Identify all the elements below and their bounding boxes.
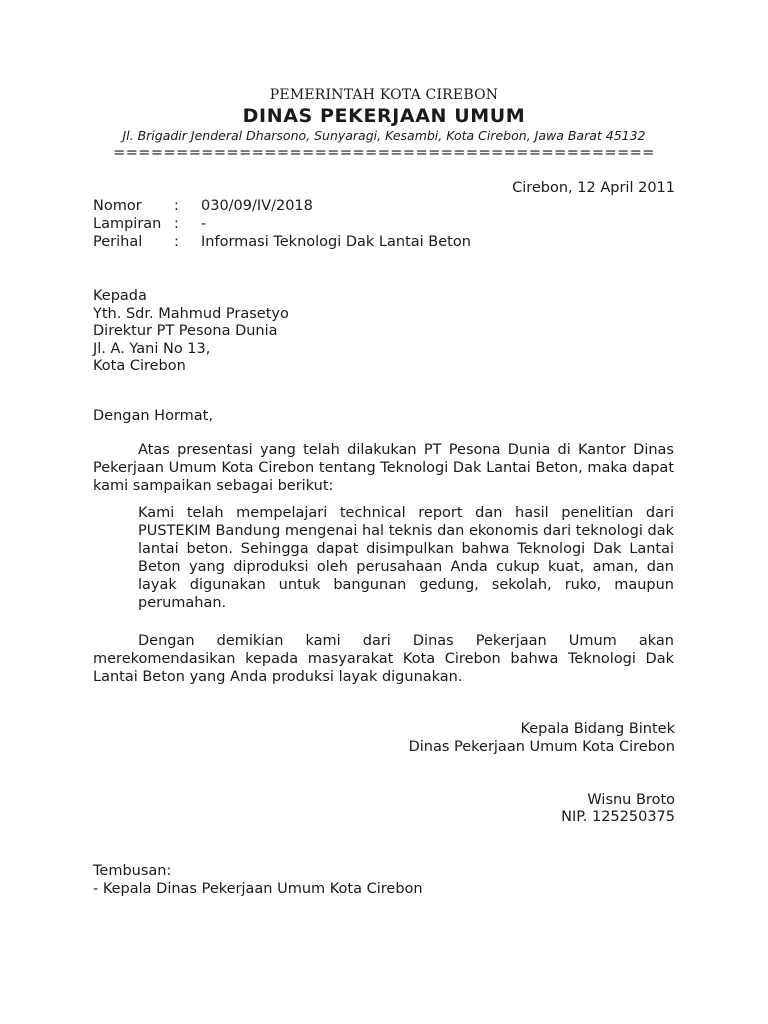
letterhead-government: PEMERINTAH KOTA CIREBON bbox=[269, 87, 499, 103]
meta-colon: : bbox=[174, 216, 179, 232]
signature-office: Dinas Pekerjaan Umum Kota Cirebon bbox=[408, 739, 675, 755]
recipient-city: Kota Cirebon bbox=[93, 358, 186, 374]
meta-label-nomor: Nomor bbox=[93, 198, 142, 214]
meta-value-nomor: 030/09/IV/2018 bbox=[201, 198, 313, 214]
body-paragraph-2: Kami telah mempelajari technical report dan hasil penelitian dari PUSTEKIM Bandung mengenai hal teknis dan ekonomis dari teknologi dak lantai beton. Sehingga dapat disimpulkan bahwa Teknologi Dak Lantai Beton yang diproduksi oleh perusahaan Anda cukup kuat, aman, dan layak digunakan untuk bangunan gedung, sekolah, ruko, maupun perumahan. bbox=[138, 505, 674, 611]
letterhead-divider: =========================================== bbox=[113, 145, 655, 161]
recipient-to: Kepada bbox=[93, 288, 147, 304]
meta-label-perihal: Perihal bbox=[93, 234, 143, 250]
recipient-name: Yth. Sdr. Mahmud Prasetyo bbox=[93, 306, 289, 322]
recipient-street: Jl. A. Yani No 13, bbox=[93, 341, 211, 357]
letterhead-address: Jl. Brigadir Jenderal Dharsono, Sunyaragi, Kesambi, Kota Cirebon, Jawa Barat 45132 bbox=[122, 128, 646, 143]
recipient-title: Direktur PT Pesona Dunia bbox=[93, 323, 278, 339]
meta-colon: : bbox=[174, 198, 179, 214]
meta-colon: : bbox=[174, 234, 179, 250]
letterhead-office: DINAS PEKERJAAN UMUM bbox=[242, 105, 526, 127]
body-paragraph-3: Dengan demikian kami dari Dinas Pekerjaan Umum akan merekomendasikan kepada masyarakat Kota Cirebon bahwa Teknologi Dak Lantai Beton yang Anda produksi layak digunakan. bbox=[93, 633, 674, 685]
signature-nip: NIP. 125250375 bbox=[561, 809, 675, 825]
signature-position: Kepala Bidang Bintek bbox=[520, 721, 675, 737]
body-paragraph-1: Atas presentasi yang telah dilakukan PT Pesona Dunia di Kantor Dinas Pekerjaan Umum Kota Cirebon tentang Teknologi Dak Lantai Beton, maka dapat kami sampaikan sebagai berikut: bbox=[93, 442, 674, 494]
meta-value-perihal: Informasi Teknologi Dak Lantai Beton bbox=[201, 234, 471, 250]
meta-label-lampiran: Lampiran bbox=[93, 216, 162, 232]
signature-name: Wisnu Broto bbox=[587, 792, 675, 808]
meta-value-lampiran: - bbox=[201, 216, 207, 232]
cc-item: - Kepala Dinas Pekerjaan Umum Kota Cirebon bbox=[93, 881, 423, 897]
greeting: Dengan Hormat, bbox=[93, 408, 213, 424]
cc-label: Tembusan: bbox=[93, 863, 172, 879]
letter-date: Cirebon, 12 April 2011 bbox=[512, 180, 675, 196]
